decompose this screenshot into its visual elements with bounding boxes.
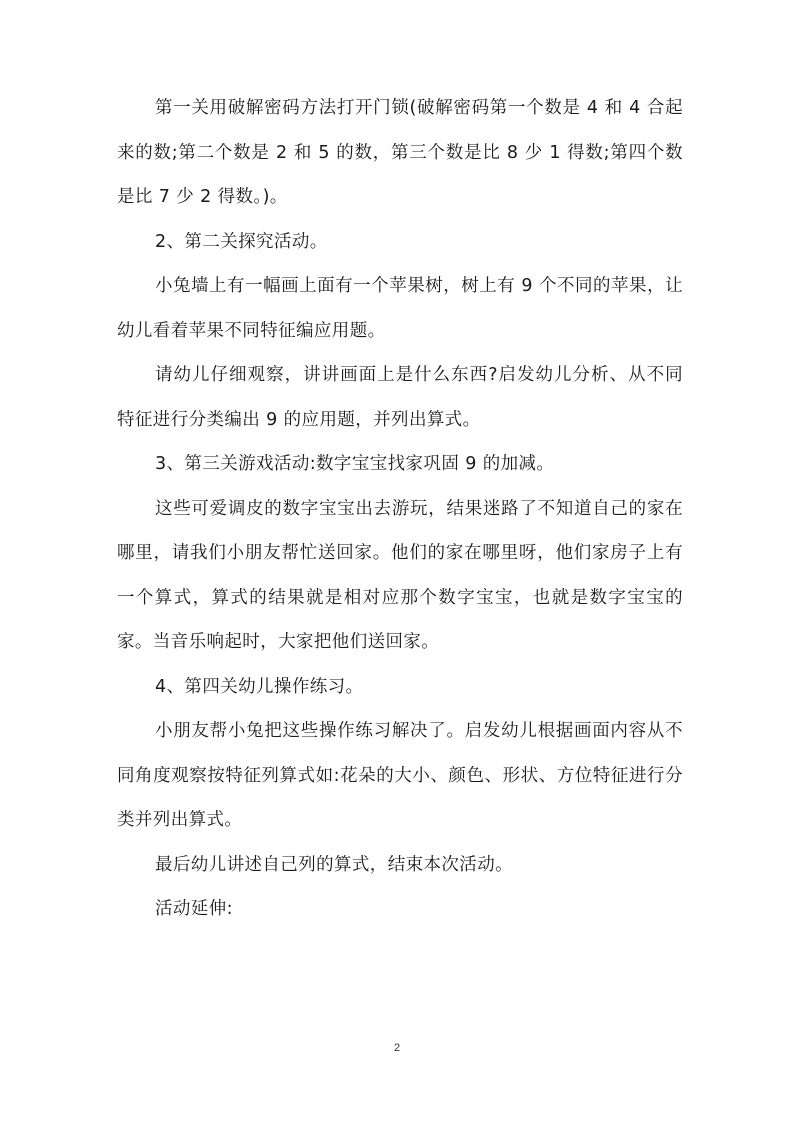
paragraph-observe-picture: 请幼儿仔细观察，讲讲画面上是什么东西?启发幼儿分析、从不同特征进行分类编出 9 的应用题，并列出算式。	[117, 365, 683, 430]
heading-fourth-level: 4、第四关幼儿操作练习。	[155, 676, 364, 697]
paragraph-first-level-password: 第一关用破解密码方法打开门锁(破解密码第一个数是 4 和 4 合起来的数;第二个数是 2 和 5 的数，第三个数是比 8 少 1 得数;第四个数是比 7 少 2 得数。)。	[117, 98, 683, 207]
document-body	[117, 86, 683, 932]
paragraph-number-babies: 这些可爱调皮的数字宝宝出去游玩，结果迷路了不知道自己的家在哪里，请我们小朋友帮忙送回家。他们的家在哪里呀，他们家房子上有一个算式，算式的结果就是相对应那个数字宝宝，也就是数字宝宝的家。当音乐响起时，大家把他们送回家。	[117, 498, 683, 652]
heading-third-level: 3、第三关游戏活动:数字宝宝找家巩固 9 的加减。	[155, 454, 555, 474]
paragraph-conclusion: 最后幼儿讲述自己列的算式，结束本次活动。	[155, 854, 513, 875]
paragraph-operation-practice: 小朋友帮小兔把这些操作练习解决了。启发幼儿根据画面内容从不同角度观察按特征列算式如:花朵的大小、颜色、形状、方位特征进行分类并列出算式。	[117, 721, 683, 830]
heading-second-level: 2、第二关探究活动。	[155, 231, 328, 252]
heading-activity-extension: 活动延伸:	[155, 899, 233, 919]
paragraph-apple-tree: 小兔墙上有一幅画上面有一个苹果树，树上有 9 个不同的苹果，让幼儿看着苹果不同特征编应用题。	[117, 276, 683, 341]
page-number: 2	[393, 1042, 401, 1054]
